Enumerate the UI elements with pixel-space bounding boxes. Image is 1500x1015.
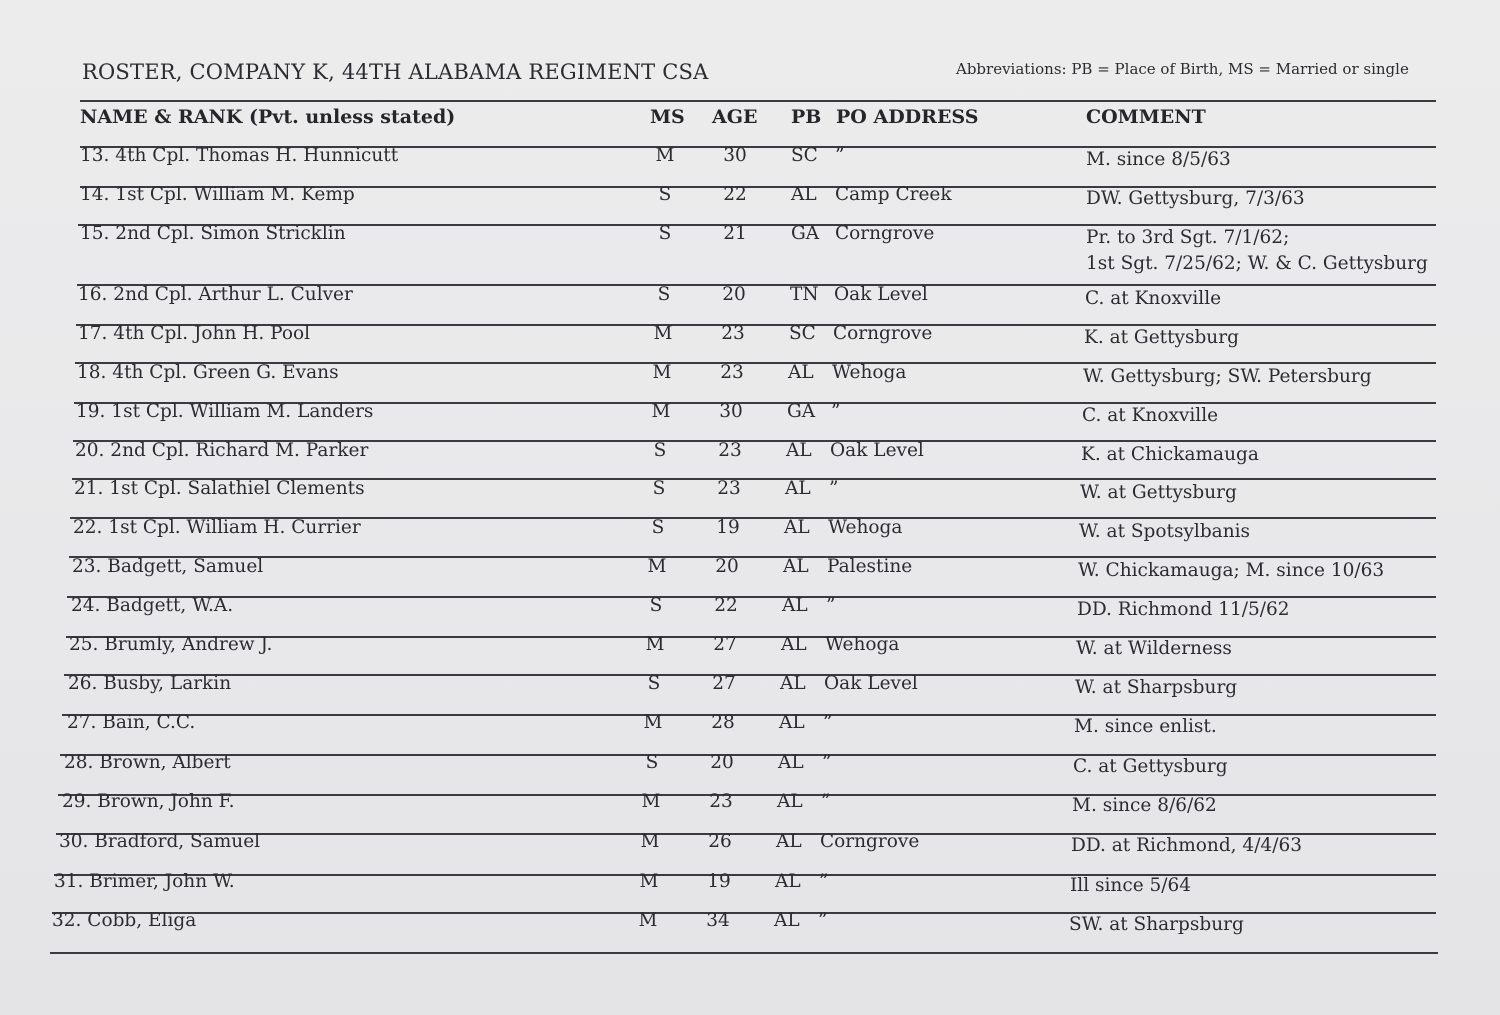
cell-po-address: Camp Creek [835,184,952,205]
cell-ms: M [641,791,661,812]
table-row [0,145,1500,185]
cell-pb: AL [784,517,810,538]
cell-age: 20 [715,556,739,577]
cell-comment: Ill since 5/64 [1070,875,1192,896]
table-row [0,871,1500,911]
cell-age: 27 [712,673,736,694]
cell-age: 34 [706,910,730,931]
cell-po-address: Wehoga [832,362,907,383]
cell-po-address: Oak Level [830,440,924,461]
cell-name: 23. Badgett, Samuel [72,556,264,577]
table-row [0,440,1500,480]
cell-pb: AL [785,478,811,499]
cell-age: 30 [723,145,747,166]
table-row [0,401,1500,441]
column-header-name: NAME & RANK (Pvt. unless stated) [80,106,456,128]
cell-name: 27. Bain, C.C. [67,712,196,733]
cell-pb: AL [782,595,808,616]
cell-ms: M [647,556,667,577]
table-row [0,712,1500,752]
cell-po-address: ” [818,910,828,931]
cell-age: 23 [717,478,741,499]
cell-pb: SC [789,323,816,344]
cell-ms: M [651,401,671,422]
column-header-pb: PB [791,106,822,128]
cell-ms: S [649,595,663,616]
table-row [0,556,1500,596]
cell-ms: S [652,478,666,499]
cell-pb: AL [791,184,817,205]
column-header-ms: MS [650,106,685,128]
cell-po-address: ” [829,478,839,499]
cell-name: 13. 4th Cpl. Thomas H. Hunnicutt [80,145,399,166]
cell-comment: W. Chickamauga; M. since 10/63 [1078,560,1385,581]
cell-comment: C. at Knoxville [1082,405,1219,426]
cell-ms: M [638,910,658,931]
table-row [0,478,1500,518]
cell-comment: M. since 8/5/63 [1086,149,1231,170]
cell-pb: AL [786,440,812,461]
cell-ms: M [645,634,665,655]
cell-comment: SW. at Sharpsburg [1069,914,1244,935]
table-row [0,673,1500,713]
cell-pb: AL [778,752,804,773]
cell-name: 21. 1st Cpl. Salathiel Clements [74,478,365,499]
cell-comment: W. at Gettysburg [1080,482,1237,503]
cell-pb: SC [791,145,818,166]
table-row [0,752,1500,792]
cell-po-address: ” [835,145,845,166]
cell-comment: M. since enlist. [1074,716,1217,737]
cell-ms: S [658,223,672,244]
cell-po-address: ” [822,752,832,773]
cell-po-address: ” [823,712,833,733]
cell-comment: K. at Chickamauga [1081,444,1259,465]
row-separator [80,100,1436,102]
cell-ms: M [643,712,663,733]
cell-name: 28. Brown, Albert [64,752,231,773]
table-row [0,517,1500,557]
table-row [0,791,1500,831]
cell-comment: C. at Gettysburg [1073,756,1228,777]
cell-name: 24. Badgett, W.A. [71,595,234,616]
cell-po-address: ” [826,595,836,616]
cell-name: 20. 2nd Cpl. Richard M. Parker [75,440,369,461]
cell-pb: GA [791,223,820,244]
table-row [0,284,1500,324]
cell-name: 25. Brumly, Andrew J. [69,634,273,655]
table-row [0,910,1500,950]
cell-name: 19. 1st Cpl. William M. Landers [76,401,374,422]
cell-po-address: Wehoga [825,634,900,655]
cell-pb: AL [777,791,803,812]
column-header-po-address: PO ADDRESS [836,106,979,128]
table-row [0,831,1500,871]
cell-name: 17. 4th Cpl. John H. Pool [78,323,311,344]
cell-ms: S [658,184,672,205]
cell-pb: AL [788,362,814,383]
cell-pb: AL [779,712,805,733]
table-header [80,104,1435,144]
cell-name: 22. 1st Cpl. William H. Currier [73,517,361,538]
cell-comment: M. since 8/6/62 [1072,795,1217,816]
cell-comment: DD. Richmond 11/5/62 [1077,599,1290,620]
cell-name: 14. 1st Cpl. William M. Kemp [80,184,355,205]
cell-name: 15. 2nd Cpl. Simon Stricklin [80,223,346,244]
cell-ms: S [651,517,665,538]
cell-age: 19 [707,871,731,892]
cell-po-address: Oak Level [824,673,918,694]
cell-po-address: ” [821,791,831,812]
cell-age: 22 [723,184,747,205]
cell-age: 22 [714,595,738,616]
cell-ms: S [657,284,671,305]
cell-po-address: Oak Level [834,284,928,305]
cell-po-address: Palestine [827,556,913,577]
cell-pb: AL [774,910,800,931]
cell-age: 30 [719,401,743,422]
cell-comment: DW. Gettysburg, 7/3/63 [1086,188,1305,209]
cell-ms: M [655,145,675,166]
cell-age: 19 [716,517,740,538]
column-header-comment: COMMENT [1086,106,1206,128]
cell-ms: M [652,362,672,383]
table-row [0,362,1500,402]
cell-po-address: Corngrove [835,223,935,244]
cell-comment: W. at Sharpsburg [1075,677,1238,698]
cell-age: 27 [713,634,737,655]
cell-ms: M [639,871,659,892]
cell-ms: S [647,673,661,694]
cell-pb: TN [790,284,819,305]
cell-comment: W. at Wilderness [1076,638,1232,659]
cell-comment: W. at Spotsylbanis [1079,521,1251,542]
cell-comment: Pr. to 3rd Sgt. 7/1/62; [1086,227,1290,248]
cell-age: 28 [711,712,735,733]
table-row [0,595,1500,635]
cell-pb: AL [776,831,802,852]
cell-pb: AL [781,634,807,655]
cell-comment-continued: 1st Sgt. 7/25/62; W. & C. Gettysburg [1086,253,1428,274]
cell-comment: W. Gettysburg; SW. Petersburg [1083,366,1372,387]
cell-comment: DD. at Richmond, 4/4/63 [1071,835,1302,856]
cell-age: 26 [708,831,732,852]
row-separator [50,952,1438,954]
table-row [0,634,1500,674]
cell-po-address: ” [819,871,829,892]
cell-pb: AL [780,673,806,694]
table-row [0,223,1500,274]
column-header-age: AGE [712,106,758,128]
cell-name: 26. Busby, Larkin [68,673,232,694]
cell-name: 29. Brown, John F. [62,791,235,812]
cell-po-address: Corngrove [833,323,933,344]
cell-age: 23 [720,362,744,383]
cell-name: 16. 2nd Cpl. Arthur L. Culver [78,284,353,305]
cell-po-address: ” [831,401,841,422]
cell-pb: AL [775,871,801,892]
table-row [0,323,1500,363]
cell-age: 23 [718,440,742,461]
cell-comment: C. at Knoxville [1085,288,1222,309]
cell-name: 18. 4th Cpl. Green G. Evans [77,362,339,383]
cell-age: 23 [721,323,745,344]
cell-po-address: Corngrove [820,831,920,852]
abbreviations-note: Abbreviations: PB = Place of Birth, MS = Married or single [956,60,1409,78]
cell-age: 20 [710,752,734,773]
cell-age: 23 [709,791,733,812]
table-row [0,184,1500,224]
cell-ms: M [640,831,660,852]
cell-po-address: Wehoga [828,517,903,538]
cell-name: 31. Brimer, John W. [54,871,235,892]
cell-ms: S [645,752,659,773]
cell-ms: M [653,323,673,344]
cell-comment: K. at Gettysburg [1084,327,1239,348]
cell-name: 32. Cobb, Eliga [52,910,197,931]
cell-pb: GA [787,401,816,422]
cell-name: 30. Bradford, Samuel [59,831,261,852]
page-title: ROSTER, COMPANY K, 44TH ALABAMA REGIMENT CSA [82,60,709,84]
cell-ms: S [653,440,667,461]
cell-age: 21 [723,223,747,244]
cell-age: 20 [722,284,746,305]
cell-pb: AL [783,556,809,577]
